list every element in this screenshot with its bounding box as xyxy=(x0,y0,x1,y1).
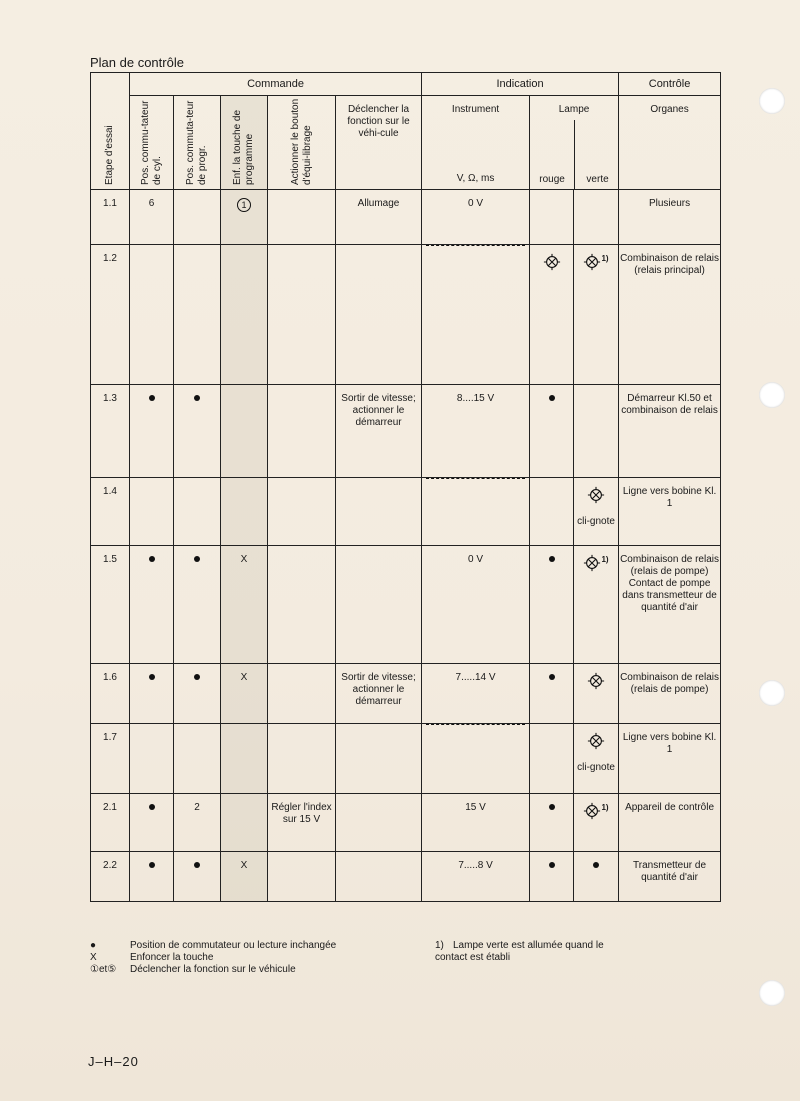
lamp-icon xyxy=(587,672,605,690)
table-row: 2.1 2 Régler l'index sur 15 V 15 V $^{1)}$ Appareil de contrôle xyxy=(91,794,721,852)
page-code: J–H–20 xyxy=(88,1054,139,1069)
bullet xyxy=(549,395,555,401)
punch-hole xyxy=(759,980,785,1006)
table-row: 1.3 Sortir de vitesse; actionner le démarreur 8....15 V Démarreur Kl.50 et combinaison de relais xyxy=(91,385,721,478)
header-actionner: Actionner le bouton d'équi-librage xyxy=(268,96,336,190)
lamp-icon xyxy=(583,554,601,572)
lamp-icon xyxy=(587,732,605,750)
header-indication: Indication xyxy=(422,73,619,96)
lamp-icon xyxy=(543,253,561,271)
table-row: 1.5 X 0 V $^{1)}$ Combinaison de relais (relais de pompe) Contact de pompe dans transmetteur de quantité d'air xyxy=(91,546,721,664)
page-title: Plan de contrôle xyxy=(90,55,184,70)
control-plan-table xyxy=(90,72,721,902)
header-pos-prog: Pos. commuta-teur de progr. xyxy=(174,96,221,190)
bullet xyxy=(194,395,200,401)
legend-symbols: ● Position de commutateur ou lecture inchangée X Enfoncer la touche ①et⑤ Déclencher la fonction sur le véhicule xyxy=(90,940,337,975)
bullet xyxy=(549,674,555,680)
punch-hole xyxy=(759,88,785,114)
bullet xyxy=(549,862,555,868)
punch-hole xyxy=(759,382,785,408)
bullet xyxy=(194,674,200,680)
table-row: 1.1 6 1 Allumage 0 V Plusieurs xyxy=(91,190,721,245)
bullet xyxy=(149,674,155,680)
header-unit: V, Ω, ms xyxy=(456,173,495,184)
header-etape: Etape d'essai xyxy=(91,73,130,190)
bullet xyxy=(149,556,155,562)
table-row: 1.4 cli-gnote Ligne vers bobine Kl. 1 xyxy=(91,478,721,546)
header-commande: Commande xyxy=(130,73,422,96)
lamp-icon xyxy=(587,486,605,504)
lamp-icon xyxy=(583,802,601,820)
header-controle: Contrôle xyxy=(619,73,721,96)
header-pos-cyl: Pos. commu-tateur de cyl. xyxy=(130,96,174,190)
header-verte: verte xyxy=(586,174,609,185)
bullet xyxy=(149,862,155,868)
lamp-icon xyxy=(583,253,601,271)
bullet xyxy=(194,862,200,868)
header-lampe: Lampe rouge verte xyxy=(530,96,619,190)
bullet xyxy=(194,556,200,562)
bullet xyxy=(549,556,555,562)
bullet xyxy=(549,804,555,810)
header-declencher: Déclencher la fonction sur le véhi-cule xyxy=(336,96,422,190)
header-enf-touche: Enf. la touche de programme xyxy=(221,96,268,190)
table-row: 1.6 X Sortir de vitesse; actionner le démarreur 7.....14 V Combinaison de relais (relais de pompe) xyxy=(91,664,721,724)
header-instrument: Instrument V, Ω, ms xyxy=(422,96,530,190)
table-row: 1.2 $^{1)}$ Combinaison de relais (relais principal) xyxy=(91,245,721,385)
header-rouge: rouge xyxy=(539,174,565,185)
punch-hole xyxy=(759,680,785,706)
bullet xyxy=(593,862,599,868)
table-row: 1.7 cli-gnote Ligne vers bobine Kl. 1 xyxy=(91,724,721,794)
table-row: 2.2 X 7.....8 V Transmetteur de quantité d'air xyxy=(91,852,721,902)
bullet xyxy=(149,804,155,810)
circled-number: 1 xyxy=(237,198,251,212)
legend-footnote: 1) Lampe verte est allumée quand le contact est établi xyxy=(435,940,604,963)
header-organes: Organes xyxy=(619,96,721,190)
bullet xyxy=(149,395,155,401)
